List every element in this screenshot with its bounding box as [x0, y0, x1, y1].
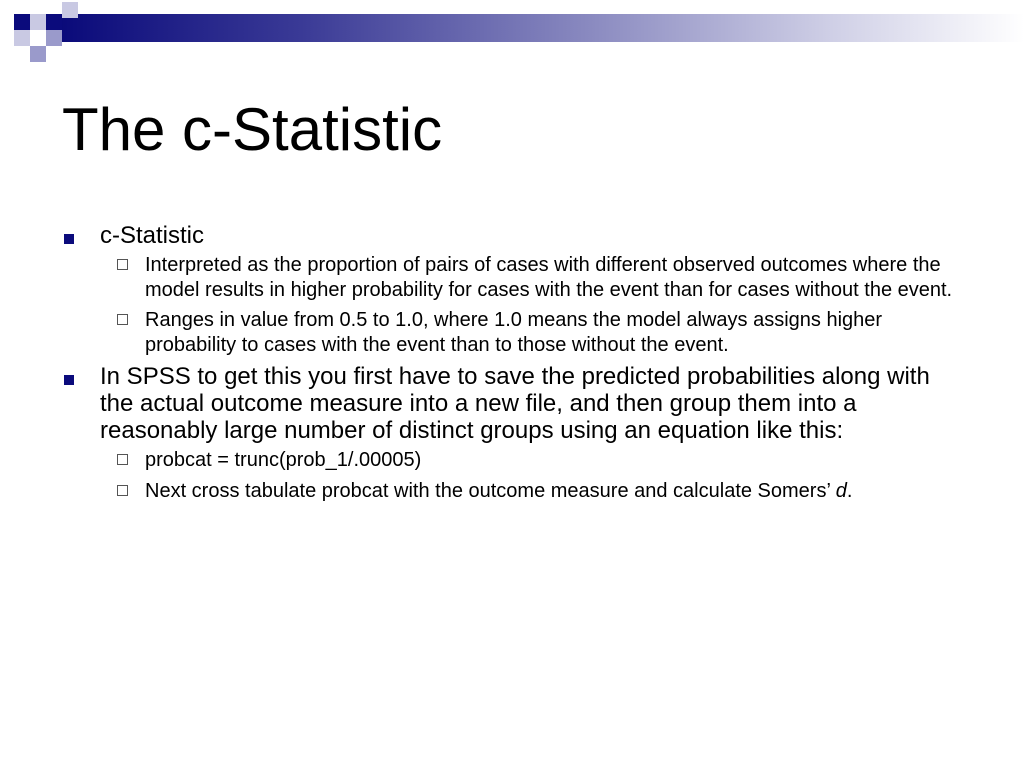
header-decoration	[0, 0, 1024, 70]
sub-bullet-text: Ranges in value from 0.5 to 1.0, where 1.0 means the model always assigns higher probability to cases with the event than to those without the event.	[145, 309, 883, 356]
bullet-item	[62, 363, 962, 444]
sub-bullet-item	[62, 308, 962, 357]
slide-body	[62, 222, 962, 509]
filled-square-icon	[64, 234, 74, 244]
decor-square-icon	[46, 14, 62, 30]
hollow-square-icon	[117, 454, 128, 465]
decor-square-icon	[30, 14, 46, 30]
sub-bullet-text-suffix: .	[846, 479, 853, 502]
decor-square-icon	[30, 46, 46, 62]
sub-bullet-text-prefix: Next cross tabulate probcat with the outcome measure and calculate Somers’	[145, 479, 836, 502]
sub-bullet-item	[62, 479, 962, 504]
bullet-text: c-Statistic	[100, 222, 205, 249]
filled-square-icon	[64, 375, 74, 385]
slide-title: The c-Statistic	[62, 96, 443, 163]
header-gradient-bar	[60, 14, 1024, 42]
hollow-square-icon	[117, 485, 128, 496]
sub-bullet-text: probcat = trunc(prob_1/.00005)	[145, 449, 422, 471]
decor-square-icon	[62, 2, 78, 18]
sub-bullet-text: Interpreted as the proportion of pairs of cases with different observed outcomes where the model results in higher probability for cases with the event than for cases without the event.	[145, 254, 953, 301]
bullet-item	[62, 222, 962, 249]
sub-bullet-item	[62, 448, 962, 473]
somers-d-symbol: d	[835, 479, 847, 502]
decor-square-icon	[14, 14, 30, 30]
bullet-text: In SPSS to get this you first have to save the predicted probabilities along with the actual outcome measure into a new file, and then group them into a reasonably large number of distinct groups using an equation like this:	[100, 363, 930, 444]
sub-bullet-item	[62, 253, 962, 302]
hollow-square-icon	[117, 314, 128, 325]
decor-square-icon	[14, 30, 30, 46]
decor-square-icon	[46, 30, 62, 46]
hollow-square-icon	[117, 259, 128, 270]
